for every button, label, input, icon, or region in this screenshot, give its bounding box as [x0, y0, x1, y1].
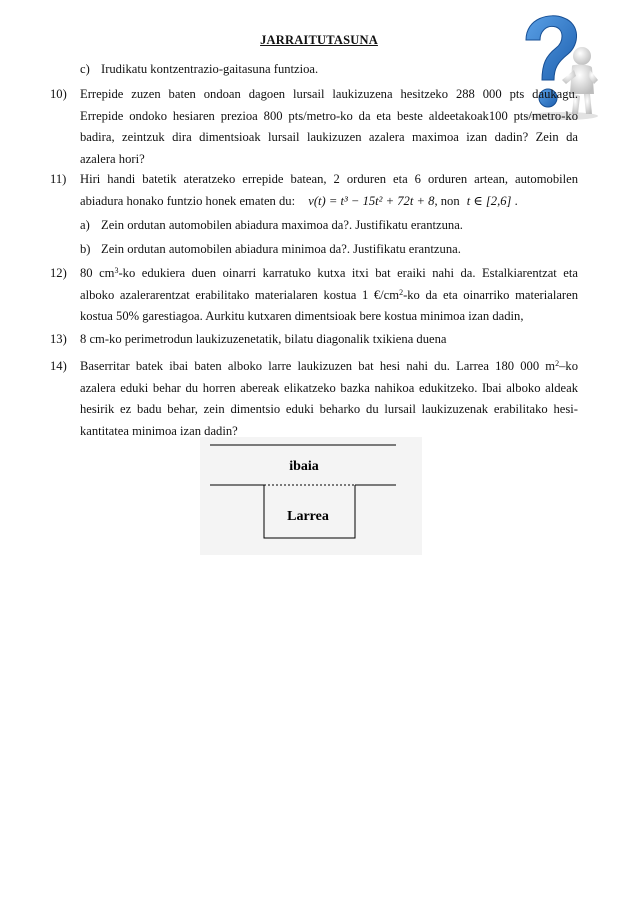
question-text-segment: Baserritar batek ibai baten alboko larre laukizuzen bat hesi nahi du. Larrea 180 000 m: [80, 359, 556, 373]
question-line: [80, 285, 578, 307]
item-label: a): [80, 218, 90, 232]
question-line: Errepide ondoko hesiaren prezioa 800 pts/metro-ko da eta beste aldeetakoak100 pts/metro-ko: [80, 108, 578, 123]
question-number: 11): [50, 172, 67, 186]
question-line: Errepide zuzen baten ondoan dagoen lursail laukizuzena hesitzeko 288 000 pts daukagu.: [80, 87, 578, 101]
question-line: 8 cm-ko perimetrodun laukizuzenetatik, bilatu diagonalik txikiena duena: [80, 332, 447, 346]
question-text-segment: –ko: [559, 359, 578, 373]
question-text-segment: alboko azalerarentzat erabilitako materialaren kostua 1 €/cm: [80, 287, 400, 302]
question-line: [80, 191, 578, 213]
question-text: [80, 84, 578, 170]
question-line: [80, 356, 578, 378]
question-line: hesirik ez badu behar, zein dimentsio eduki beharko du lursail laukizuzenak erabilitako hesi-: [80, 402, 578, 416]
question-text-segment: 80 cm: [80, 266, 115, 280]
question-line: kostua 50% garestiagoa. Aurkitu kutxaren dimentsioak bere kostua minimoa izan dadin,: [80, 309, 524, 323]
superscript: 2: [399, 287, 404, 297]
question-line: kantitatea minimoa izan dadin?: [80, 423, 238, 438]
diagram-drawing: [200, 437, 422, 555]
item-text: Irudikatu kontzentrazio-gaitasuna funtzioa.: [101, 62, 319, 76]
question-text-segment: abiadura honako funtzio honek ematen du:: [80, 193, 296, 208]
question-text-segment: -ko da eta oinarriko materialaren: [403, 287, 578, 302]
question-number: 13): [50, 332, 67, 346]
item-label: b): [80, 242, 91, 256]
question-line: Hiri handi batetik ateratzeko errepide batean, 2 orduren eta 6 orduren artean, automobilen: [80, 172, 578, 186]
question-number: 14): [50, 359, 67, 373]
question-number: 12): [50, 266, 67, 280]
domain-formula: t ∈ [2,6]: [466, 193, 512, 208]
question-text: [80, 169, 578, 212]
velocity-formula: v(t) = t³ − 15t² + 72t + 8: [308, 193, 435, 208]
river-field-diagram: [200, 437, 422, 555]
item-label: c): [80, 62, 90, 76]
page-title: JARRAITUTASUNA: [260, 33, 378, 47]
question-line: badira, zeintzuk dira dimentsioak lursail laukizuzen azalera maximoa izan dadin? Zein da: [80, 130, 578, 144]
question-line: azalera eduki behar du horren abereak elikatzeko bazka nahikoa edukitzeko. Ibai alboko aldeak: [80, 380, 578, 395]
item-text: Zein ordutan automobilen abiadura minimoa da?. Justifikatu erantzuna.: [101, 242, 461, 256]
superscript: 3: [114, 266, 119, 275]
question-text-segment: , non: [434, 193, 460, 208]
superscript: 2: [555, 359, 560, 368]
river-label: ibaia: [289, 459, 319, 474]
question-text: [80, 356, 578, 442]
question-text-segment: .: [514, 193, 518, 208]
field-label: Larrea: [287, 509, 329, 524]
question-line: [80, 263, 578, 285]
question-text-segment: -ko edukiera duen oinarri karratuko kutxa itxi bat eraiki nahi da. Estalkiarentzat eta: [118, 266, 578, 280]
question-line: azalera hori?: [80, 151, 145, 166]
item-text: Zein ordutan automobilen abiadura maximoa da?. Justifikatu erantzuna.: [101, 218, 463, 232]
question-text: [80, 329, 578, 351]
question-number: 10): [50, 87, 67, 101]
question-text: [80, 263, 578, 328]
